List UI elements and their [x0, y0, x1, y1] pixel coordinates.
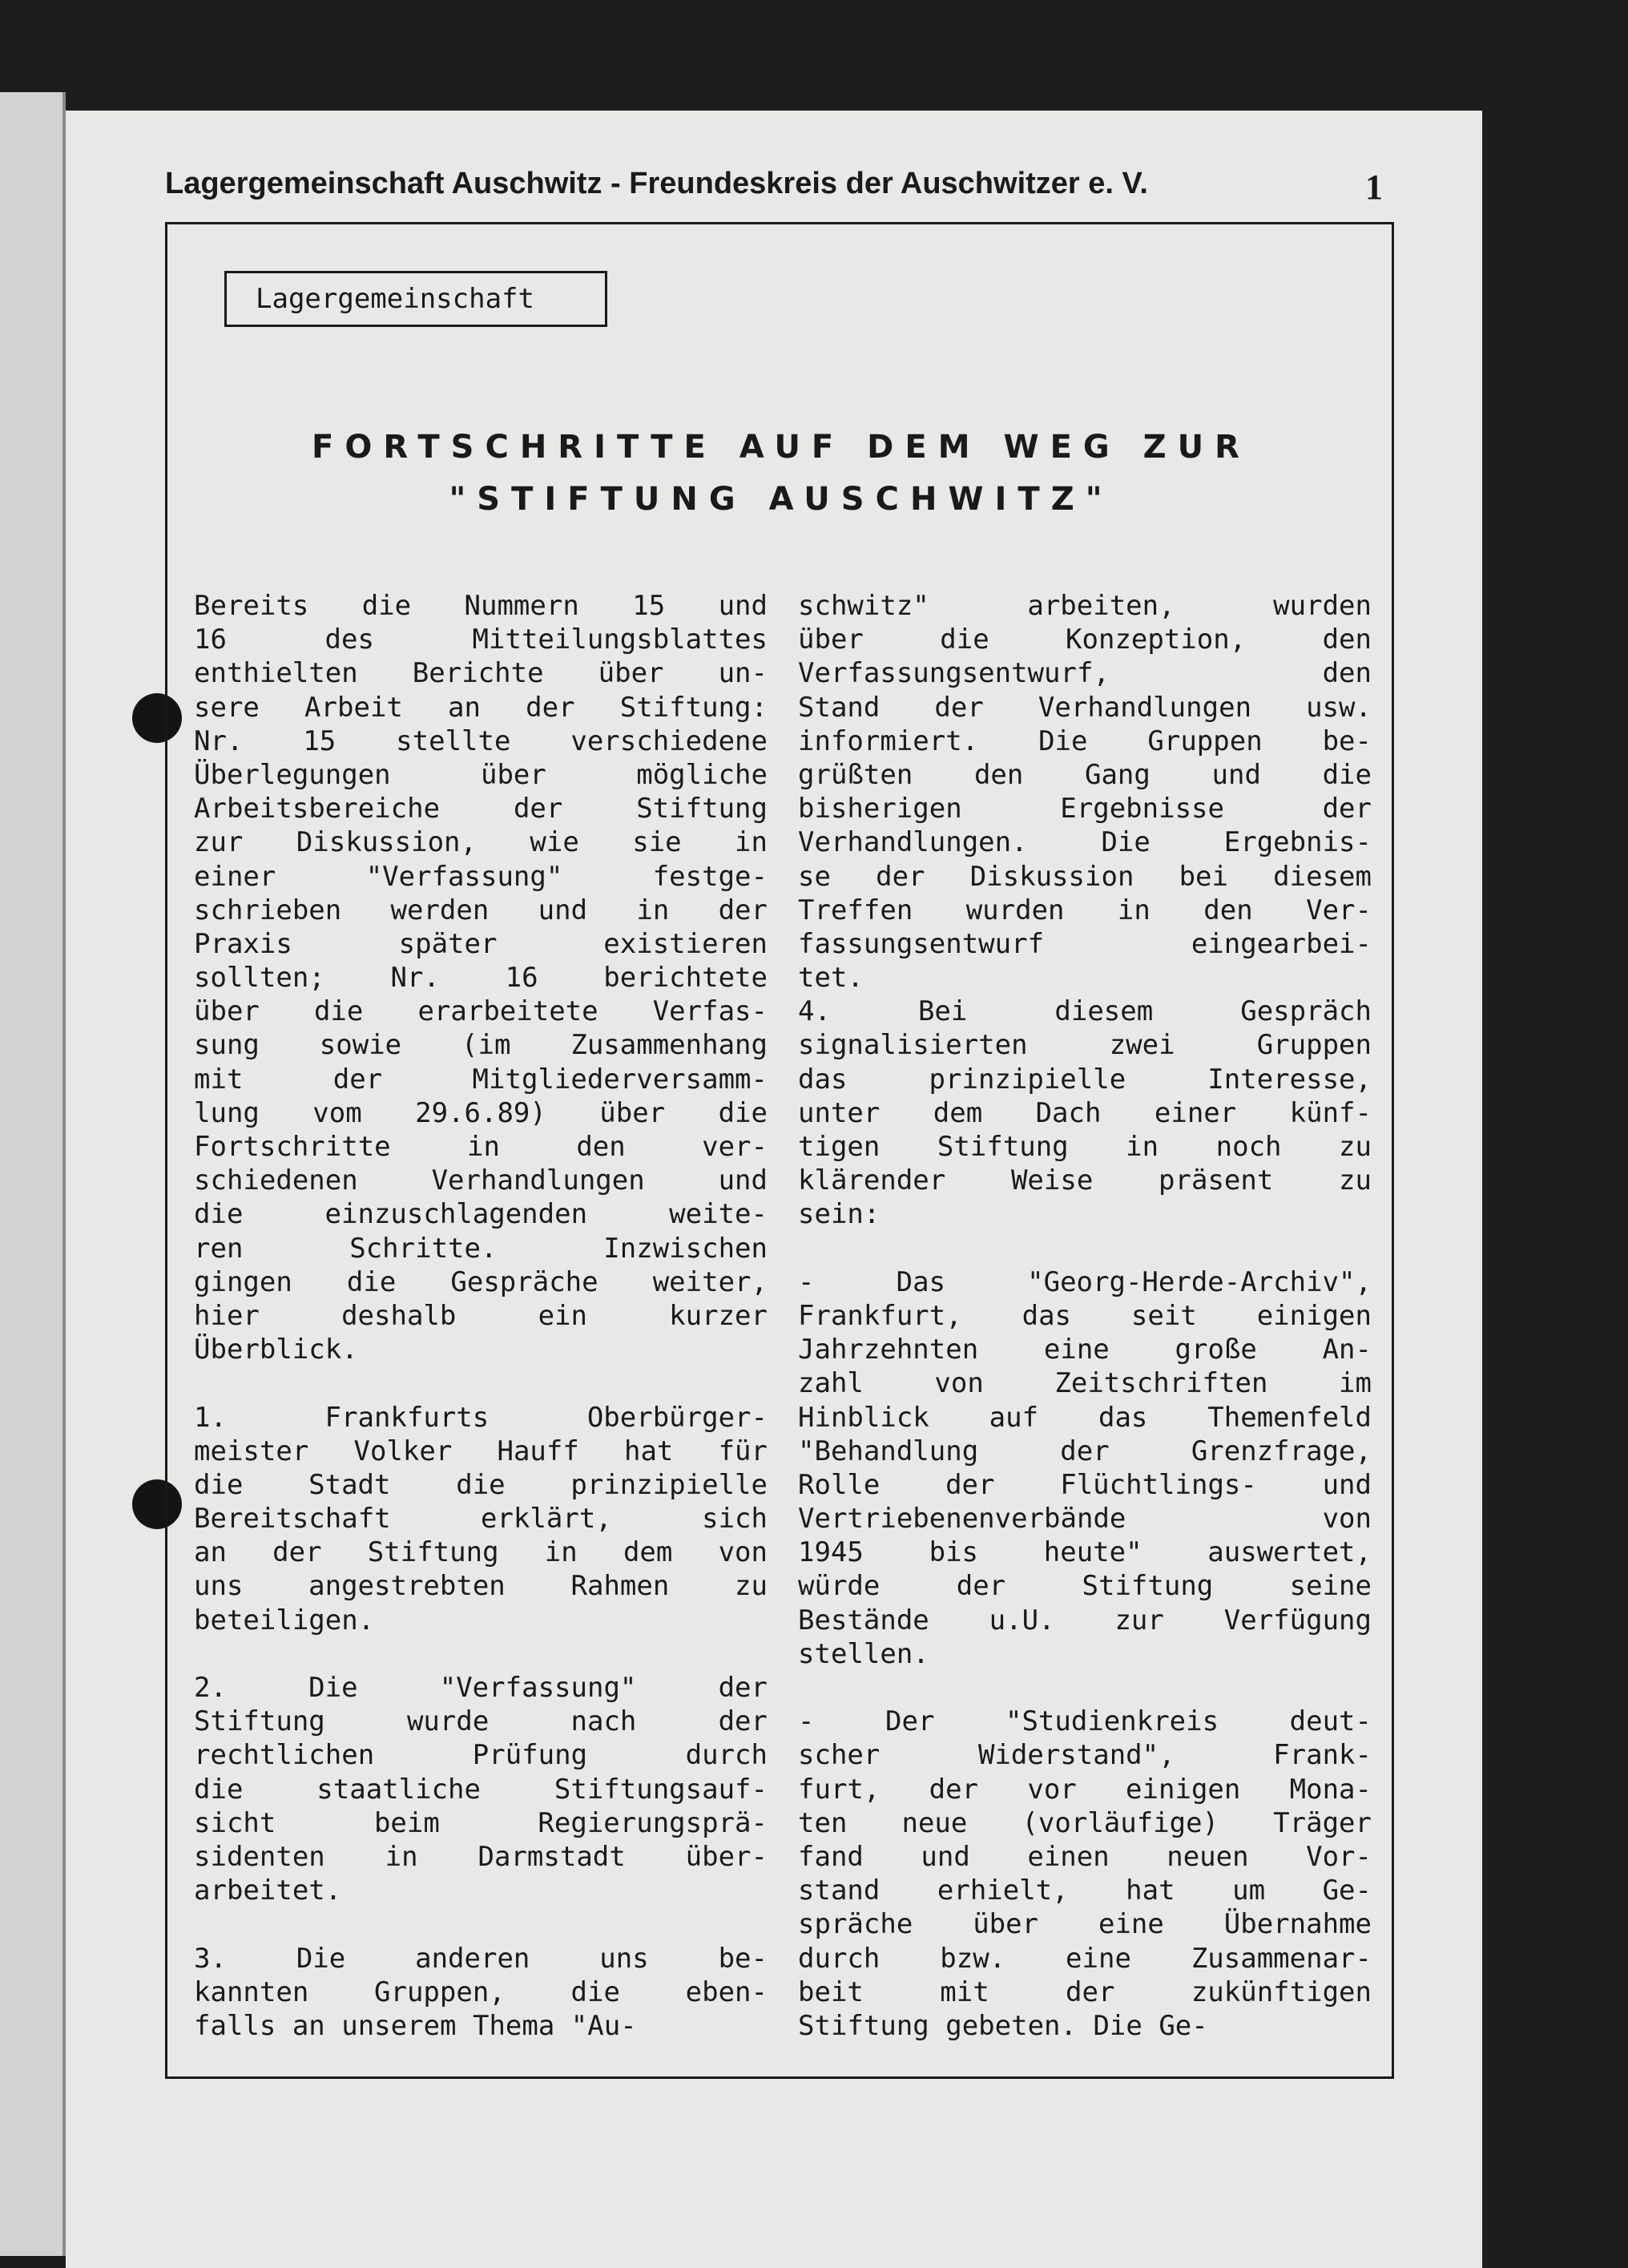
text-line: an der Stiftung in dem von — [194, 1536, 768, 1569]
text-line: Rolle der Flüchtlings- und — [798, 1468, 1372, 1501]
article-column-left — [194, 589, 768, 2043]
text-line: stand erhielt, hat um Ge- — [798, 1875, 1372, 1907]
article-column-right — [798, 589, 1372, 2043]
text-line: Nr. 15 stellte verschiedene — [194, 724, 768, 757]
text-line: einer "Verfassung" festge- — [194, 860, 768, 893]
text-line: arbeitet. — [194, 1875, 342, 1907]
text-line: fassungsentwurf eingearbei- — [798, 927, 1372, 960]
text-line: gingen die Gespräche weiter, — [194, 1265, 768, 1298]
text-line: informiert. Die Gruppen be- — [798, 724, 1372, 757]
text-line: Überblick. — [194, 1334, 358, 1366]
text-line: Stiftung gebeten. Die Ge- — [798, 2009, 1208, 2042]
text-line: beteiligen. — [194, 1604, 375, 1636]
text-line: ren Schritte. Inzwischen — [194, 1232, 768, 1265]
text-line: sein: — [798, 1198, 880, 1231]
text-line: Verhandlungen. Die Ergebnis- — [798, 826, 1372, 859]
section-tag: Lagergemeinschaft — [224, 271, 607, 327]
headline-line-2: "STIFTUNG AUSCHWITZ" — [449, 481, 1114, 518]
header-title: Lagergemeinschaft Auschwitz - Freundeskreis der Auschwitzer e. V. — [165, 167, 1148, 200]
text-line: die staatliche Stiftungsauf- — [194, 1773, 768, 1806]
text-line: 3. Die anderen uns be- — [194, 1942, 768, 1975]
text-line: das prinzipielle Interesse, — [798, 1063, 1372, 1096]
text-line: lung vom 29.6.89) über die — [194, 1096, 768, 1129]
text-line: Praxis später existieren — [194, 927, 768, 960]
paragraph-gap — [798, 1671, 1372, 1705]
text-line: scher Widerstand", Frank- — [798, 1739, 1372, 1772]
adjacent-page-edge — [0, 92, 62, 2256]
text-line: Vertriebenenverbände von — [798, 1503, 1372, 1536]
text-line: hier deshalb ein kurzer — [194, 1299, 768, 1332]
text-line: mit der Mitgliederversamm- — [194, 1063, 768, 1096]
text-line: rechtlichen Prüfung durch — [194, 1739, 768, 1772]
text-line: die einzuschlagenden weite- — [194, 1198, 768, 1231]
text-line: klärender Weise präsent zu — [798, 1164, 1372, 1197]
text-line: zahl von Zeitschriften im — [798, 1367, 1372, 1400]
paragraph-gap — [798, 1232, 1372, 1265]
text-line: "Behandlung der Grenzfrage, — [798, 1435, 1372, 1467]
text-line: spräche über eine Übernahme — [798, 1908, 1372, 1941]
paragraph-gap — [194, 1907, 768, 1941]
text-line: furt, der vor einigen Mona- — [798, 1773, 1372, 1806]
paragraph-gap — [194, 1366, 768, 1400]
text-line: sicht beim Regierungsprä- — [194, 1806, 768, 1839]
paragraph-gap — [194, 1637, 768, 1671]
text-line: 4. Bei diesem Gespräch — [798, 995, 1372, 1028]
text-line: tet. — [798, 962, 864, 995]
text-line: Überlegungen über mögliche — [194, 758, 768, 791]
text-line: Verfassungsentwurf, den — [798, 657, 1372, 690]
text-line: enthielten Berichte über un- — [194, 657, 768, 690]
text-line: sere Arbeit an der Stiftung: — [194, 691, 768, 724]
text-line: 1. Frankfurts Oberbürger- — [194, 1401, 768, 1434]
text-line: sung sowie (im Zusammenhang — [194, 1029, 768, 1062]
text-line: Stand der Verhandlungen usw. — [798, 691, 1372, 724]
text-line: sollten; Nr. 16 berichtete — [194, 962, 768, 995]
text-line: bisherigen Ergebnisse der — [798, 793, 1372, 825]
text-line: meister Volker Hauff hat für — [194, 1435, 768, 1467]
text-line: beit mit der zukünftigen — [798, 1975, 1372, 2008]
text-line: se der Diskussion bei diesem — [798, 860, 1372, 893]
text-line: 1945 bis heute" auswertet, — [798, 1536, 1372, 1569]
text-line: uns angestrebten Rahmen zu — [194, 1570, 768, 1603]
text-line: tigen Stiftung in noch zu — [798, 1131, 1372, 1163]
text-line: - Das "Georg-Herde-Archiv", — [798, 1265, 1372, 1298]
text-line: unter dem Dach einer künf- — [798, 1096, 1372, 1129]
text-line: Jahrzehnten eine große An- — [798, 1334, 1372, 1366]
text-line: falls an unserem Thema "Au- — [194, 2009, 637, 2042]
text-line: zur Diskussion, wie sie in — [194, 826, 768, 859]
text-line: schiedenen Verhandlungen und — [194, 1164, 768, 1197]
text-line: würde der Stiftung seine — [798, 1570, 1372, 1603]
text-line: fand und einen neuen Vor- — [798, 1840, 1372, 1873]
text-line: grüßten den Gang und die — [798, 758, 1372, 791]
text-line: Hinblick auf das Themenfeld — [798, 1401, 1372, 1434]
text-line: 16 des Mitteilungsblattes — [194, 623, 768, 656]
text-line: Frankfurt, das seit einigen — [798, 1299, 1372, 1332]
text-line: schrieben werden und in der — [194, 894, 768, 926]
text-line: - Der "Studienkreis deut- — [798, 1705, 1372, 1738]
running-header — [165, 160, 1383, 216]
text-line: sidenten in Darmstadt über- — [194, 1840, 768, 1873]
text-line: über die erarbeitete Verfas- — [194, 995, 768, 1028]
text-line: Treffen wurden in den Ver- — [798, 894, 1372, 926]
text-line: kannten Gruppen, die eben- — [194, 1975, 768, 2008]
text-line: ten neue (vorläufige) Träger — [798, 1806, 1372, 1839]
headline-line-1: FORTSCHRITTE AUF DEM WEG ZUR — [312, 429, 1251, 466]
text-line: Bereitschaft erklärt, sich — [194, 1503, 768, 1536]
text-line: Stiftung wurde nach der — [194, 1705, 768, 1738]
text-line: Arbeitsbereiche der Stiftung — [194, 793, 768, 825]
text-line: Bestände u.U. zur Verfügung — [798, 1604, 1372, 1636]
text-line: signalisierten zwei Gruppen — [798, 1029, 1372, 1062]
text-line: über die Konzeption, den — [798, 623, 1372, 656]
text-line: stellen. — [798, 1637, 929, 1670]
text-line: durch bzw. eine Zusammenar- — [798, 1942, 1372, 1975]
text-line: 2. Die "Verfassung" der — [194, 1672, 768, 1704]
text-line: die Stadt die prinzipielle — [194, 1468, 768, 1501]
text-line: schwitz" arbeiten, wurden — [798, 590, 1372, 622]
text-line: Bereits die Nummern 15 und — [194, 590, 768, 622]
text-line: Fortschritte in den ver- — [194, 1131, 768, 1163]
page-number: 1 — [1365, 167, 1383, 207]
